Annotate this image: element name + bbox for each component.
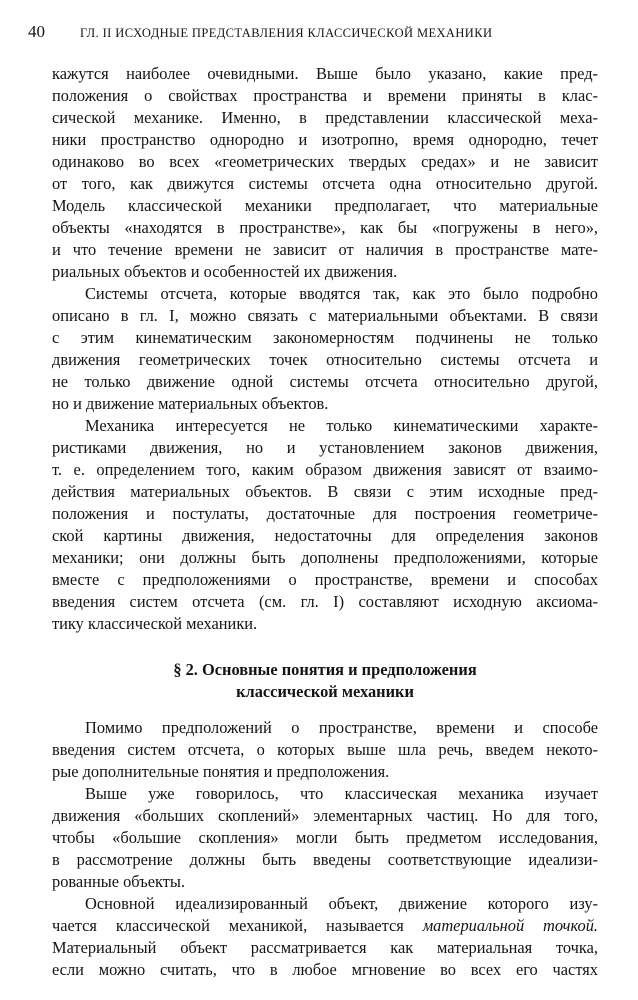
text-line: Модель классической механики предполагает, что материальные [52, 196, 598, 215]
text-line: введения систем отсчета (см. гл. I) составляют исходную аксиома- [52, 592, 598, 611]
text-line: т. е. определением того, каким образом движения зависят от взаимо- [52, 460, 598, 479]
text-line [52, 915, 598, 937]
text-line: вместе с предположениями о пространстве, времени и способах [52, 570, 598, 589]
text-line: в рассмотрение должны быть введены соответствующие идеализи- [52, 850, 598, 869]
text-line: Помимо предположений о пространстве, времени и способе [85, 718, 598, 737]
text-line: механики; они должны быть дополнены предположениями, которые [52, 548, 598, 567]
text-line: риальных объектов и особенностей их движения. [52, 262, 398, 281]
text-line: Механика интересуется не только кинематическими характе- [85, 416, 598, 435]
text-line: описано в гл. I, можно связать с материальными объектами. В связи [52, 306, 598, 325]
running-title: ГЛ. II ИСХОДНЫЕ ПРЕДСТАВЛЕНИЯ КЛАССИЧЕСКОЙ МЕХАНИКИ [80, 26, 493, 40]
text-line: чтобы «большие скопления» могли быть предметом исследования, [52, 828, 598, 847]
text-line: кажутся наиболее очевидными. Выше было указано, какие пред- [52, 64, 598, 83]
text-line: одинаково во всех «геометрических твердых средах» и не зависит [52, 152, 598, 171]
text-line: Выше уже говорилось, что классическая механика изучает [85, 784, 598, 803]
text-span: чается классической механикой, называется [52, 916, 423, 935]
text-line: ской картины движения, недостаточны для определения законов [52, 526, 598, 545]
section-heading: § 2. Основные понятия и предположения [173, 660, 477, 679]
text-line: рые дополнительные понятия и предположения. [52, 762, 390, 781]
text-line: если можно считать, что в любое мгновение во всех его частях [52, 960, 598, 979]
text-line: введения систем отсчета, о которых выше шла речь, введем некото- [52, 740, 598, 759]
text-line: ристиками движения, но и установлением законов движения, [52, 438, 598, 457]
italic-term: материальной точкой. [422, 916, 598, 935]
text-line: не только движение одной системы отсчета относительно другой, [52, 372, 598, 391]
page-number: 40 [28, 22, 45, 41]
text-line: Системы отсчета, которые вводятся так, как это было подробно [85, 284, 598, 303]
text-line: тику классической механики. [52, 614, 258, 633]
text-line: движения «больших скоплений» элементарных частиц. Но для того, [52, 806, 598, 825]
text-line: объекты «находятся в пространстве», как бы «погружены в него», [52, 218, 598, 237]
text-line: от того, как движутся системы отсчета одна относительно другой. [52, 174, 598, 193]
text-line: положения и постулаты, достаточные для построения геометриче- [52, 504, 598, 523]
text-line: положения о свойствах пространства и времени приняты в клас- [52, 86, 598, 105]
text-line: Материальный объект рассматривается как материальная точка, [52, 938, 598, 957]
text-line: рованные объекты. [52, 872, 186, 891]
text-line: и что течение времени не зависит от наличия в пространстве мате- [52, 240, 598, 259]
text-line: с этим кинематическим закономерностям подчинены не только [52, 328, 598, 347]
text-line: но и движение материальных объектов. [52, 394, 329, 413]
text-line: действия материальных объектов. В связи с этим исходные пред- [52, 482, 598, 501]
text-line: сической механике. Именно, в представлении классической меха- [52, 108, 598, 127]
section-heading: классической механики [236, 682, 414, 701]
running-header [28, 19, 618, 45]
text-line: Основной идеализированный объект, движение которого изу- [85, 894, 598, 913]
text-line: движения геометрических точек относительно системы отсчета и [52, 350, 598, 369]
text-line: ники пространство однородно и изотропно, время однородно, течет [52, 130, 598, 149]
